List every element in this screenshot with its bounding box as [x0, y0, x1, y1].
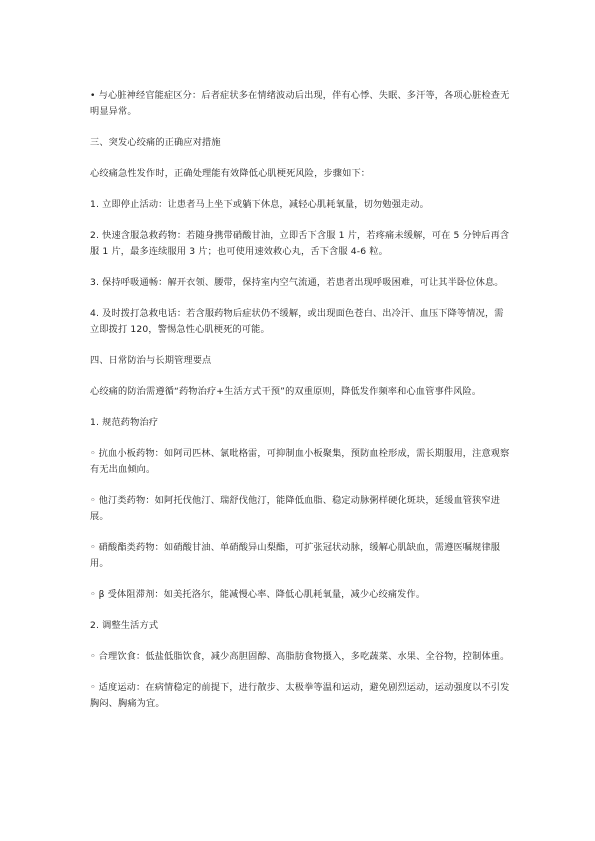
section-heading-4: 四、日常防治与长期管理要点: [90, 355, 212, 366]
step-4: 4. 及时拨打急救电话：若含服药物后症状仍不缓解，或出现面色苍白、出冷汗、血压下降等情况，需立即拨打 120，警惕急性心肌梗死的可能。: [90, 308, 504, 335]
step-3: 3. 保持呼吸通畅：解开衣领、腰带，保持室内空气流通，若患者出现呼吸困难，可让其半卧位休息。: [90, 277, 504, 288]
subheading-lifestyle: 2. 调整生活方式: [90, 620, 159, 631]
subheading-medication: 1. 规范药物治疗: [90, 417, 159, 428]
document-body: [90, 88, 510, 712]
step-1: 1. 立即停止活动：让患者马上坐下或躺下休息，减轻心肌耗氧量，切勿勉强走动。: [90, 199, 429, 210]
paragraph-principle: 心绞痛的防治需遵循“药物治疗+生活方式干预”的双重原则，降低发作频率和心血管事件风险。: [90, 386, 482, 397]
section-heading-3: 三、突发心绞痛的正确应对措施: [90, 137, 221, 148]
bullet-antiplatelet: ◦ 抗血小板药物：如阿司匹林、氯吡格雷，可抑制血小板聚集，预防血栓形成，需长期服用，注意观察有无出血倾向。: [90, 448, 510, 475]
bullet-exercise: ◦ 适度运动：在病情稳定的前提下，进行散步、太极拳等温和运动，避免剧烈运动，运动强度以不引发胸闷、胸痛为宜。: [90, 682, 510, 709]
paragraph-intro-steps: 心绞痛急性发作时，正确处理能有效降低心肌梗死风险，步骤如下：: [90, 168, 371, 179]
paragraph-differentiation: • 与心脏神经官能症区分：后者症状多在情绪波动后出现，伴有心悸、失眠、多汗等，各项心脏检查无明显异常。: [90, 90, 510, 117]
bullet-diet: ◦ 合理饮食：低盐低脂饮食，减少高胆固醇、高脂肪食物摄入，多吃蔬菜、水果、全谷物，控制体重。: [90, 651, 510, 662]
bullet-nitrate: ◦ 硝酸酯类药物：如硝酸甘油、单硝酸异山梨酯，可扩张冠状动脉，缓解心肌缺血，需遵医嘱规律服用。: [90, 542, 501, 569]
bullet-beta-blocker: ◦ β 受体阻滞剂：如美托洛尔，能减慢心率、降低心肌耗氧量，减少心绞痛发作。: [90, 589, 426, 600]
bullet-statin: ◦ 他汀类药物：如阿托伐他汀、瑞舒伐他汀，能降低血脂、稳定动脉粥样硬化斑块，延缓血管狭窄进展。: [90, 495, 501, 522]
step-2: 2. 快速含服急救药物：若随身携带硝酸甘油，立即舌下含服 1 片，若疼痛未缓解，可在 5 分钟后再含服 1 片，最多连续服用 3 片；也可使用速效救心丸，舌下含服 4-6 粒。: [90, 230, 510, 257]
